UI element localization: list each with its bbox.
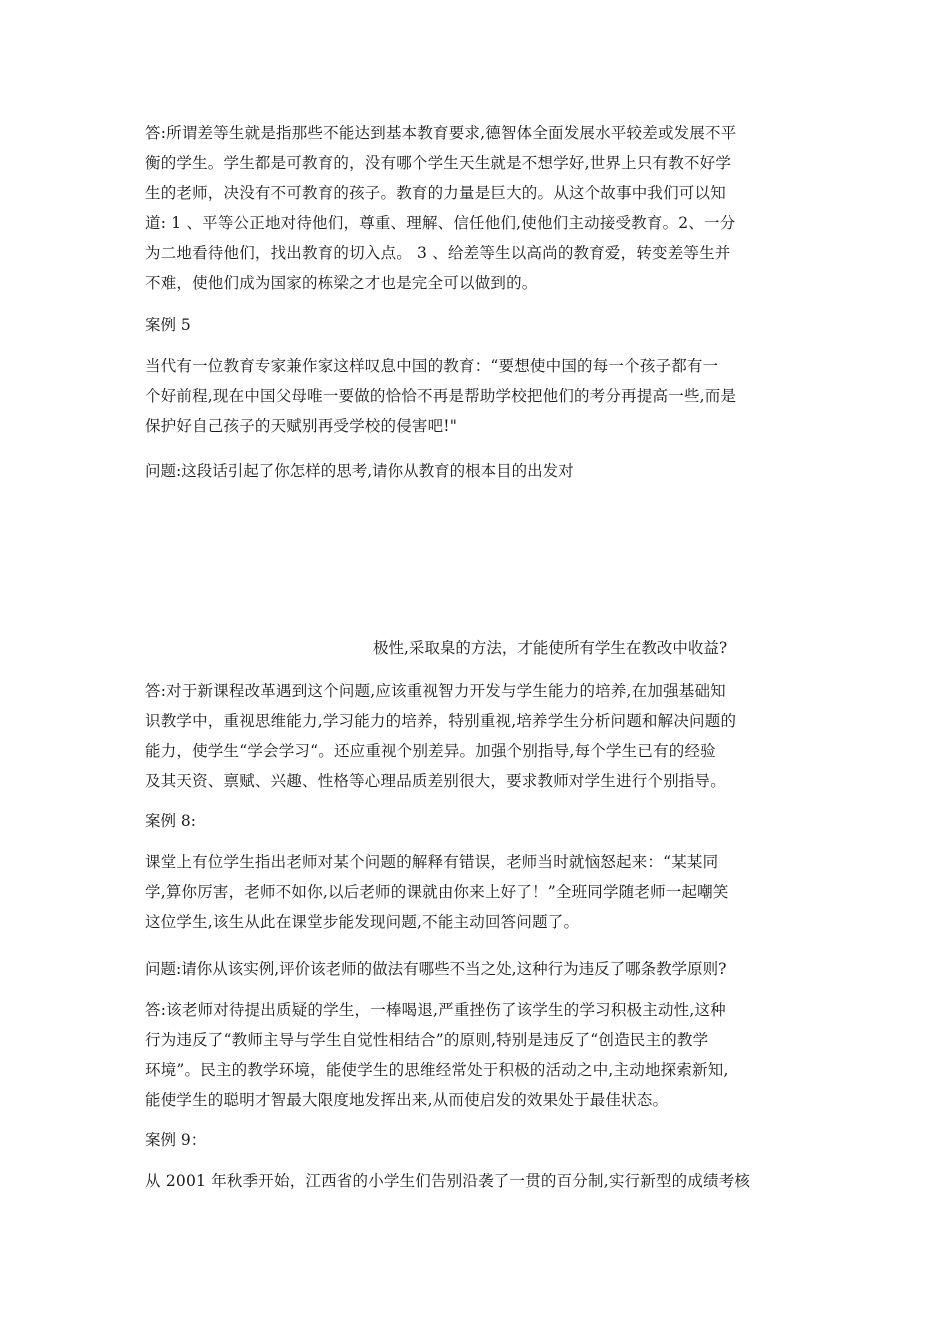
- text-line: 个好前程,现在中国父母唯一要做的恰恰不再是帮助学校把他们的考分再提高一些,而是: [145, 387, 737, 405]
- text-line: 生的老师，决没有不可教育的孩子。教育的力量是巨大的。从这个故事中我们可以知: [145, 184, 726, 202]
- text-line: 答:该老师对待提出质疑的学生，一棒喝退,严重挫伤了该学生的学习积极主动性,这种: [145, 1001, 726, 1019]
- case-5-question: 问题:这段话引起了你怎样的思考,请你从教育的根本目的出发对: [145, 462, 574, 480]
- text-line: 及其天资、禀赋、兴趣、性格等心理品质差别很大，要求教师对学生进行个别指导。: [145, 772, 726, 790]
- text-line: 能使学生的聪明才智最大限度地发挥出来,从而使启发的效果处于最佳状态。: [145, 1091, 669, 1109]
- fragment-line: 极性,采取臬的方法，才能使所有学生在教改中收益?: [373, 639, 728, 657]
- text-line: 课堂上有位学生指出老师对某个问题的解释有错误，老师当时就恼怒起来：“某某同: [145, 853, 719, 871]
- text-line: 衡的学生。学生都是可教育的，没有哪个学生天生就是不想学好,世界上只有教不好学: [145, 154, 732, 172]
- case-5-paragraph: [145, 351, 810, 441]
- case-9-paragraph: [145, 1166, 810, 1196]
- case-5-heading: 案例 5: [145, 316, 191, 334]
- text-line: 保护好自己孩子的天赋别再受学校的侵害吧!": [145, 417, 458, 435]
- text-line: 答:所谓差等生就是指那些不能达到基本教育要求,德智体全面发展水平较差或发展不平: [145, 124, 737, 142]
- text-line: 不难，使他们成为国家的栋梁之才也是完全可以做到的。: [145, 274, 538, 292]
- answer-paragraph-2: [145, 676, 810, 796]
- text-line: 道: 1 、平等公正地对待他们，尊重、理解、信任他们,使他们主动接受教育。2、一分: [145, 214, 736, 232]
- text-line: 答:对于新课程改革遇到这个问题,应该重视智力开发与学生能力的培养,在加强基础知: [145, 682, 726, 700]
- text-line: 当代有一位教育专家兼作家这样叹息中国的教育：“要想使中国的每一个孩子都有一: [145, 357, 719, 375]
- text-line: 从 2001 年秋季开始，江西省的小学生们告别沿袭了一贯的百分制,实行新型的成绩考核: [145, 1172, 751, 1190]
- text-line: 这位学生,该生从此在课堂步能发现问题,不能主动回答问题了。: [145, 913, 580, 931]
- text-line: 行为违反了“教师主导与学生自觉性相结合”的原则,特别是违反了“创造民主的教学: [145, 1031, 709, 1049]
- case-9-heading: 案例 9：: [145, 1131, 207, 1149]
- text-line: 能力，使学生“学会学习“。还应重视个别差异。加强个别指导,每个学生已有的经验: [145, 742, 716, 760]
- answer-paragraph-3: [145, 995, 810, 1115]
- case-8-question: 问题:请你从该实例,评价该老师的做法有哪些不当之处,这种行为违反了哪条教学原则?: [145, 960, 727, 978]
- case-8-heading: 案例 8:: [145, 812, 197, 830]
- case-8-paragraph: [145, 847, 810, 937]
- text-line: 学,算你厉害，老师不如你,以后老师的课就由你来上好了！”全班同学随老师一起嘲笑: [145, 883, 729, 901]
- answer-paragraph-1: [145, 118, 810, 298]
- text-line: 为二地看待他们，找出教育的切入点。 3 、给差等生以高尚的教育爱，转变差等生并: [145, 244, 731, 262]
- text-line: 环境”。民主的教学环境，能使学生的思维经常处于积极的活动之中,主动地探索新知,: [145, 1061, 729, 1079]
- text-line: 识教学中，重视思维能力,学习能力的培养，特别重视,培养学生分析问题和解决问题的: [145, 712, 737, 730]
